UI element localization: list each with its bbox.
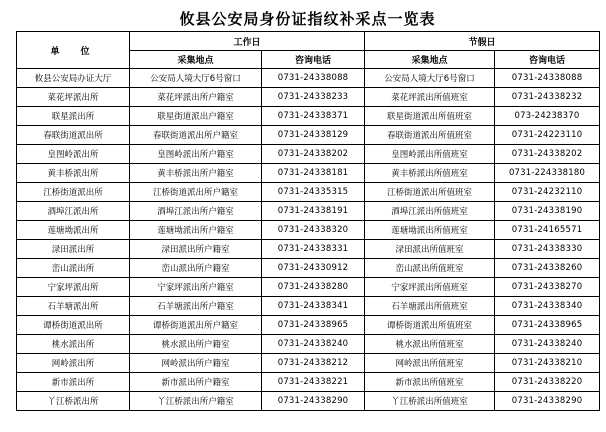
cell-workday-location: 皇图岭派出所户籍室	[130, 145, 262, 164]
cell-holiday-phone: 0731-24338340	[495, 297, 600, 316]
cell-unit: 皇图岭派出所	[17, 145, 130, 164]
cell-workday-location: 宁家坪派出所户籍室	[130, 278, 262, 297]
cell-holiday-location: 公安局人境大厅6号窗口	[365, 69, 495, 88]
cell-workday-location: 春联街道派出所户籍室	[130, 126, 262, 145]
cell-unit: 谭桥街道派出所	[17, 316, 130, 335]
table-row	[17, 164, 600, 183]
table-row	[17, 316, 600, 335]
cell-holiday-phone: 0731-24338240	[495, 335, 600, 354]
cell-workday-phone: 0731-24338280	[262, 278, 365, 297]
cell-holiday-phone: 0731-24338965	[495, 316, 600, 335]
cell-workday-phone: 0731-24338129	[262, 126, 365, 145]
table-row	[17, 259, 600, 278]
cell-workday-location: 谭桥街道派出所户籍室	[130, 316, 262, 335]
cell-workday-phone: 0731-24338331	[262, 240, 365, 259]
cell-holiday-phone: 0731-24338232	[495, 88, 600, 107]
cell-workday-location: 桃水派出所户籍室	[130, 335, 262, 354]
table-row	[17, 392, 600, 411]
cell-workday-phone: 0731-24338965	[262, 316, 365, 335]
cell-unit: 新市派出所	[17, 373, 130, 392]
collection-points-table	[16, 31, 600, 411]
column-group-holiday: 节假日	[365, 32, 600, 51]
cell-unit: 莲塘坳派出所	[17, 221, 130, 240]
cell-holiday-location: 联星街道派出所值班室	[365, 107, 495, 126]
column-header-unit: 单 位	[17, 32, 130, 69]
table-row	[17, 107, 600, 126]
column-header-workday-phone: 咨询电话	[262, 51, 365, 69]
table-body	[17, 69, 600, 411]
cell-unit: 攸县公安局办证大厅	[17, 69, 130, 88]
table-row	[17, 202, 600, 221]
table-row	[17, 88, 600, 107]
cell-workday-phone: 0731-24338320	[262, 221, 365, 240]
table-row	[17, 145, 600, 164]
column-header-workday-location: 采集地点	[130, 51, 262, 69]
cell-unit: 联星派出所	[17, 107, 130, 126]
cell-workday-phone: 0731-24338221	[262, 373, 365, 392]
cell-workday-phone: 0731-24338290	[262, 392, 365, 411]
header-row-top	[17, 32, 600, 51]
cell-unit: 桃水派出所	[17, 335, 130, 354]
cell-workday-location: 网岭派出所户籍室	[130, 354, 262, 373]
cell-unit: 宁家坪派出所	[17, 278, 130, 297]
cell-unit: 峦山派出所	[17, 259, 130, 278]
cell-holiday-location: 黄丰桥派出所值班室	[365, 164, 495, 183]
document-sheet	[16, 8, 599, 426]
cell-holiday-phone: 073-24238370	[495, 107, 600, 126]
cell-workday-location: 江桥街道派出所户籍室	[130, 183, 262, 202]
column-group-workday: 工作日	[130, 32, 365, 51]
cell-holiday-phone: 0731-24338190	[495, 202, 600, 221]
column-header-holiday-phone: 咨询电话	[495, 51, 600, 69]
cell-holiday-location: 峦山派出所值班室	[365, 259, 495, 278]
cell-workday-phone: 0731-24338371	[262, 107, 365, 126]
table-row	[17, 335, 600, 354]
cell-unit: 网岭派出所	[17, 354, 130, 373]
cell-workday-location: 峦山派出所户籍室	[130, 259, 262, 278]
cell-workday-phone: 0731-24338341	[262, 297, 365, 316]
cell-holiday-phone: 0731-224338180	[495, 164, 600, 183]
cell-workday-phone: 0731-24338212	[262, 354, 365, 373]
cell-workday-phone: 0731-24338088	[262, 69, 365, 88]
cell-unit: 酒埠江派出所	[17, 202, 130, 221]
cell-holiday-location: 石羊塘派出所值班室	[365, 297, 495, 316]
cell-workday-phone: 0731-24338202	[262, 145, 365, 164]
cell-workday-location: 渌田派出所户籍室	[130, 240, 262, 259]
cell-unit: 渌田派出所	[17, 240, 130, 259]
cell-holiday-phone: 0731-24338210	[495, 354, 600, 373]
page-title: 攸县公安局身份证指纹补采点一览表	[179, 10, 436, 28]
cell-holiday-phone: 0731-24338260	[495, 259, 600, 278]
cell-workday-phone: 0731-24338240	[262, 335, 365, 354]
cell-holiday-location: 莲塘坳派出所值班室	[365, 221, 495, 240]
cell-holiday-location: 网岭派出所值班室	[365, 354, 495, 373]
table-header	[17, 32, 600, 69]
cell-holiday-phone: 0731-24338088	[495, 69, 600, 88]
cell-workday-phone: 0731-24338233	[262, 88, 365, 107]
cell-workday-location: 黄丰桥派出所户籍室	[130, 164, 262, 183]
cell-holiday-phone: 0731-24338220	[495, 373, 600, 392]
cell-workday-phone: 0731-24335315	[262, 183, 365, 202]
cell-holiday-location: 酒埠江派出所值班室	[365, 202, 495, 221]
cell-unit: 石羊塘派出所	[17, 297, 130, 316]
cell-workday-phone: 0731-24338181	[262, 164, 365, 183]
cell-holiday-location: 皇图岭派出所值班室	[365, 145, 495, 164]
cell-holiday-phone: 0731-24232110	[495, 183, 600, 202]
cell-workday-location: 酒埠江派出所户籍室	[130, 202, 262, 221]
cell-workday-phone: 0731-24338191	[262, 202, 365, 221]
cell-unit: 黄丰桥派出所	[17, 164, 130, 183]
cell-holiday-location: 渌田派出所值班室	[365, 240, 495, 259]
cell-workday-location: 公安局人境大厅6号窗口	[130, 69, 262, 88]
table-row	[17, 69, 600, 88]
cell-holiday-location: 江桥街道派出所值班室	[365, 183, 495, 202]
cell-workday-location: 新市派出所户籍室	[130, 373, 262, 392]
cell-holiday-phone: 0731-24223110	[495, 126, 600, 145]
cell-holiday-location: 桃水派出所值班室	[365, 335, 495, 354]
table-row	[17, 297, 600, 316]
cell-holiday-location: 新市派出所值班室	[365, 373, 495, 392]
table-row	[17, 221, 600, 240]
cell-unit: 丫江桥派出所	[17, 392, 130, 411]
cell-workday-phone: 0731-24330912	[262, 259, 365, 278]
cell-unit: 春联街道派出所	[17, 126, 130, 145]
cell-holiday-location: 春联街道派出所值班室	[365, 126, 495, 145]
cell-holiday-location: 谭桥街道派出所值班室	[365, 316, 495, 335]
cell-workday-location: 丫江桥派出所户籍室	[130, 392, 262, 411]
cell-workday-location: 石羊塘派出所户籍室	[130, 297, 262, 316]
cell-workday-location: 莲塘坳派出所户籍室	[130, 221, 262, 240]
cell-holiday-location: 菜花坪派出所值班室	[365, 88, 495, 107]
cell-workday-location: 菜花坪派出所户籍室	[130, 88, 262, 107]
cell-unit: 江桥街道派出所	[17, 183, 130, 202]
cell-holiday-phone: 0731-24338270	[495, 278, 600, 297]
cell-holiday-location: 宁家坪派出所值班室	[365, 278, 495, 297]
column-header-holiday-location: 采集地点	[365, 51, 495, 69]
cell-holiday-location: 丫江桥派出所值班室	[365, 392, 495, 411]
cell-unit: 菜花坪派出所	[17, 88, 130, 107]
cell-holiday-phone: 0731-24338202	[495, 145, 600, 164]
table-row	[17, 183, 600, 202]
cell-holiday-phone: 0731-24338290	[495, 392, 600, 411]
table-row	[17, 240, 600, 259]
cell-holiday-phone: 0731-24165571	[495, 221, 600, 240]
table-row	[17, 354, 600, 373]
table-row	[17, 126, 600, 145]
table-row	[17, 278, 600, 297]
cell-workday-location: 联星街道派出户籍室	[130, 107, 262, 126]
cell-holiday-phone: 0731-24338330	[495, 240, 600, 259]
table-row	[17, 373, 600, 392]
